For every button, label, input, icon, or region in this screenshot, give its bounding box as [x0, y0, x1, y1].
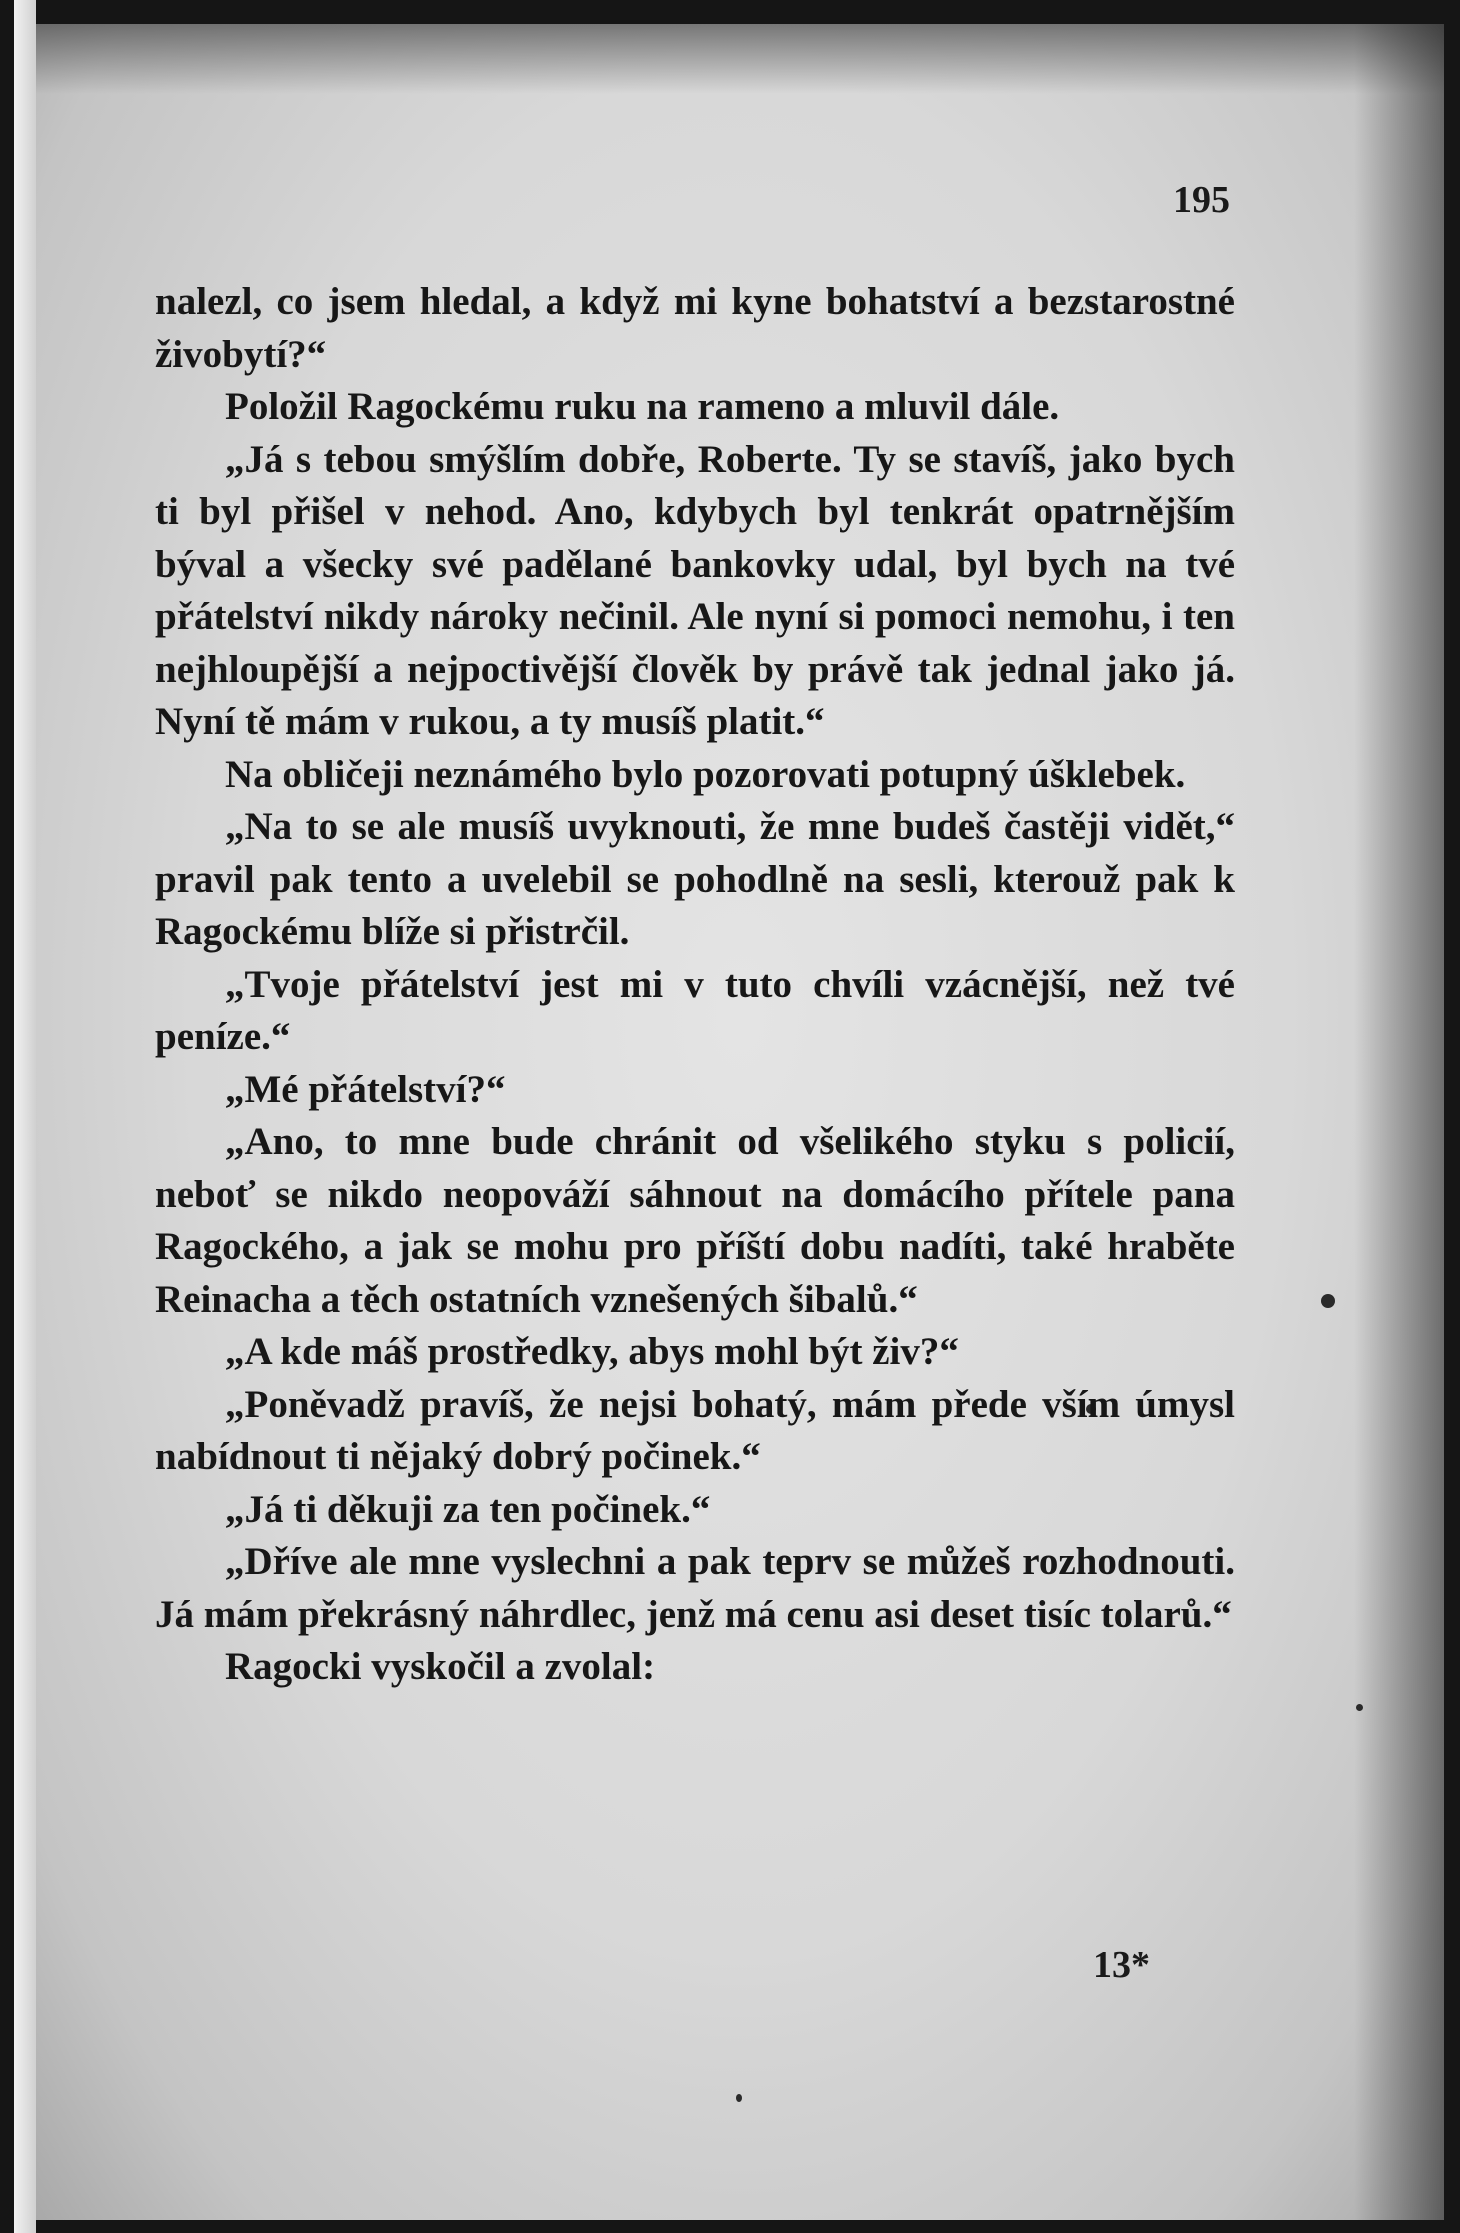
paragraph: „A kde máš prostředky, abys mohl být živ?“: [225, 1330, 959, 1373]
paper-speck: [736, 2094, 742, 2102]
paper-speck: [1321, 1294, 1335, 1308]
paragraph: „Já ti děkuji za ten počinek.“: [225, 1487, 711, 1531]
paragraph: „Tvoje přátelství jest mi v tuto chvíli vzácnější, než tvé peníze.“: [155, 962, 1235, 1058]
paragraph: „Mé přátelství?“: [225, 1067, 506, 1111]
paragraph: Položil Ragockému ruku na rameno a mluvil dále.: [225, 385, 1060, 428]
paragraph: Ragocki vyskočil a zvolal:: [225, 1645, 656, 1688]
body-text: [155, 276, 1235, 1694]
signature-mark: 13*: [1093, 1944, 1150, 1986]
paragraph: „Ano, to mne bude chránit od všelikého styku s policií, neboť se nikdo neopováží sáhnout na domácího přítele pana Ragockého, a jak se mohu pro příští dobu nadíti, také hraběte Reinacha a těch ostatních vznešených šibalů.“: [155, 1120, 1235, 1321]
paragraph: nalezl, co jsem hledal, a když mi kyne bohatství a bezstarostné živobytí?“: [155, 280, 1235, 376]
paragraph: Na obličeji neznámého bylo pozorovati potupný úšklebek.: [225, 752, 1186, 796]
paper-speck: [1356, 1704, 1363, 1711]
paragraph: „Poněvadž pravíš, že nejsi bohatý, mám přede vším úmysl nabídnout ti nějaký dobrý počinek.“: [155, 1382, 1235, 1478]
paragraph: „Já s tebou smýšlím dobře, Roberte. Ty se stavíš, jako bych ti byl přišel v nehod. Ano, kdybych byl tenkrát opatrnějším býval a všecky své padělané bankovky udal, byl bych na tvé přátelství nikdy nároky nečinil. Ale nyní si pomoci nemohu, i ten nejhloupější a nejpoctivější člověk by právě tak jednal jako já. Nyní tě mám v rukou, a ty musíš platit.“: [155, 437, 1235, 743]
page-edge: [14, 0, 36, 2233]
paragraph: „Na to se ale musíš uvyknouti, že mne budeš častěji vidět,“ pravil pak tento a uvelebil se pohodlně na sesli, kterouž pak k Ragockému blíže si přistrčil.: [155, 805, 1235, 953]
page-number: 195: [1173, 179, 1230, 221]
paragraph: „Dříve ale mne vyslechni a pak teprv se můžeš rozhodnouti. Já mám překrásný náhrdlec, jenž má cenu asi deset tisíc tolarů.“: [155, 1540, 1235, 1636]
